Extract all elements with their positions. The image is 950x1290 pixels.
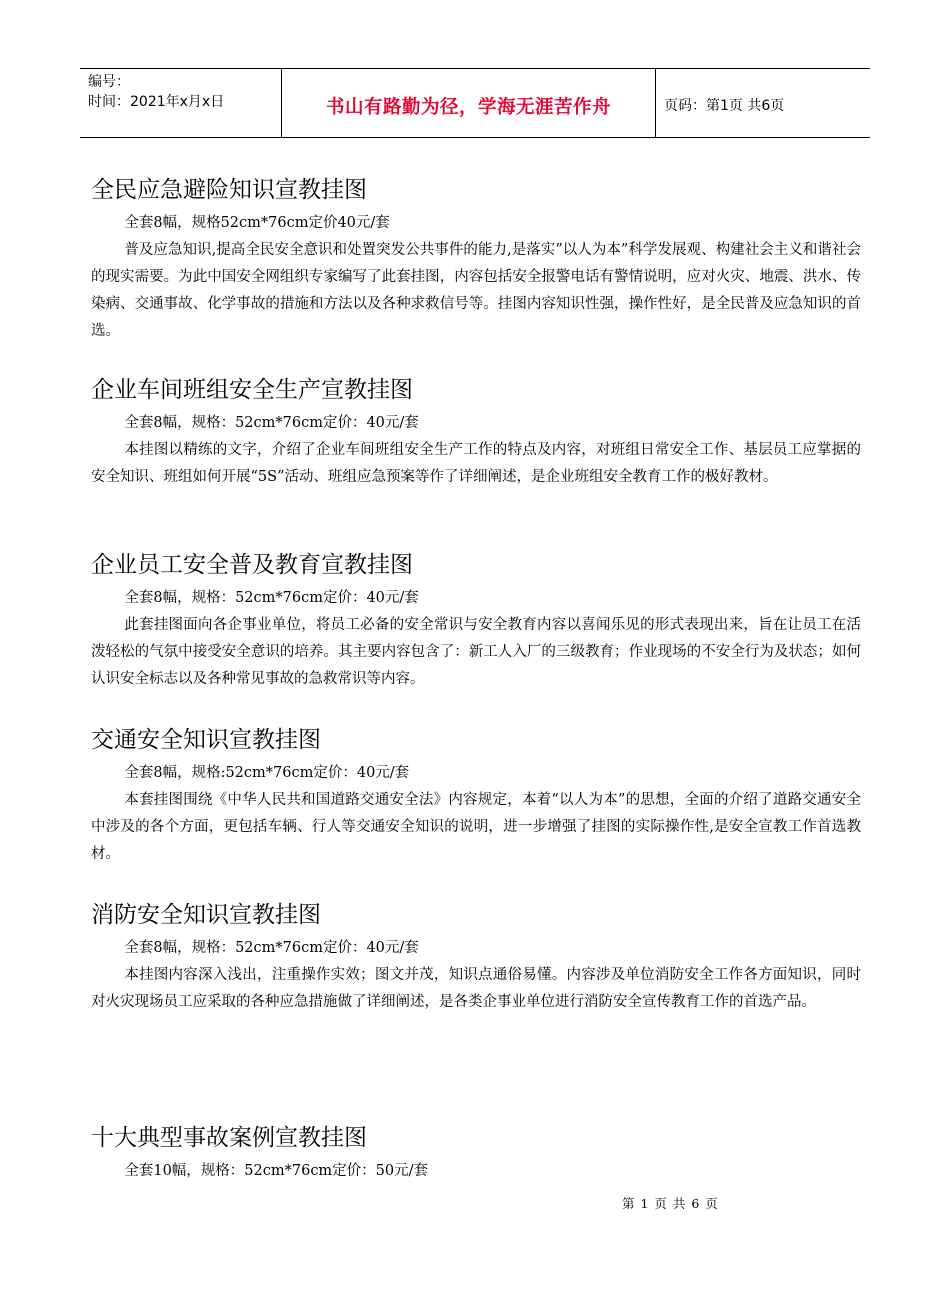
section-title: 交通安全知识宣教挂图 <box>91 727 321 753</box>
section-body: 此套挂图面向各企事业单位，将员工必备的安全常识与安全教育内容以喜闻乐见的形式表现出来，旨在让员工在活泼轻松的气氛中接受安全意识的培养。其主要内容包含了：新工人入厂的三级教育；作业现场的不安全行为及状态；如何认识安全标志以及各种常见事故的急救常识等内容。 <box>91 617 861 687</box>
section-body: 普及应急知识,提高全民安全意识和处置突发公共事件的能力,是落实”以人为本”科学发展观、构建社会主义和谐社会的现实需要。为此中国安全网组织专家编写了此套挂图，内容包括安全报警电话有警情说明，应对火灾、地震、洪水、传染病、交通事故、化学事故的措施和方法以及各种求救信号等。挂图内容知识性强，操作性好，是全民普及应急知识的首选。 <box>91 242 861 339</box>
section-emergency-avoidance <box>91 172 861 345</box>
section-spec: 全套8幅，规格：52cm*76cm定价：40元/套 <box>124 415 419 431</box>
section-spec: 全套8幅，规格：52cm*76cm定价：40元/套 <box>124 940 419 956</box>
section-spec: 全套8幅，规格:52cm*76cm定价：40元/套 <box>124 765 410 781</box>
page-footer: 第 1 页 共 6 页 <box>622 1196 719 1211</box>
section-traffic-safety <box>91 722 861 868</box>
section-title: 消防安全知识宣教挂图 <box>91 902 321 928</box>
section-spec: 全套10幅，规格：52cm*76cm定价：50元/套 <box>124 1163 429 1179</box>
section-spec: 全套8幅，规格：52cm*76cm定价：40元/套 <box>124 590 419 606</box>
document-time-label: 时间：2021年x月x日 <box>88 94 225 110</box>
section-body: 本套挂图围绕《中华人民共和国道路交通安全法》内容规定，本着“以人为本”的思想，全面的介绍了道路交通安全中涉及的各个方面，更包括车辆、行人等交通安全知识的说明，进一步增强了挂图的实际操作性,是安全宣教工作首选教材。 <box>91 792 861 862</box>
section-body: 本挂图以精练的文字，介绍了企业车间班组安全生产工作的特点及内容，对班组日常安全工作、基层员工应掌据的安全知识、班组如何开展“5S”活动、班组应急预案等作了详细阐述，是企业班组安全教育工作的极好教材。 <box>91 442 861 485</box>
section-fire-safety <box>91 897 861 1016</box>
document-number-label: 编号： <box>88 74 130 90</box>
section-body: 本挂图内容深入浅出，注重操作实效；图文并茂，知识点通俗易懂。内容涉及单位消防安全工作各方面知识，同时对火灾现场员工应采取的各种应急措施做了详细阐述，是各类企事业单位进行消防安全宣传教育工作的首选产品。 <box>91 967 861 1010</box>
header-motto: 书山有路勤为径，学海无涯苦作舟 <box>282 69 656 137</box>
section-title: 十大典型事故案例宣教挂图 <box>91 1125 367 1151</box>
document-header <box>80 68 870 138</box>
section-title: 企业车间班组安全生产宣教挂图 <box>91 377 413 403</box>
section-typical-accident-cases <box>91 1120 861 1185</box>
header-page-info: 页码：第1页 共6页 <box>664 98 785 114</box>
section-title: 全民应急避险知识宣教挂图 <box>91 177 367 203</box>
section-spec: 全套8幅，规格52cm*76cm定价40元/套 <box>124 215 390 231</box>
section-workshop-team-safety <box>91 372 861 491</box>
header-meta <box>80 69 282 137</box>
section-title: 企业员工安全普及教育宣教挂图 <box>91 552 413 578</box>
section-employee-safety-education <box>91 547 861 693</box>
